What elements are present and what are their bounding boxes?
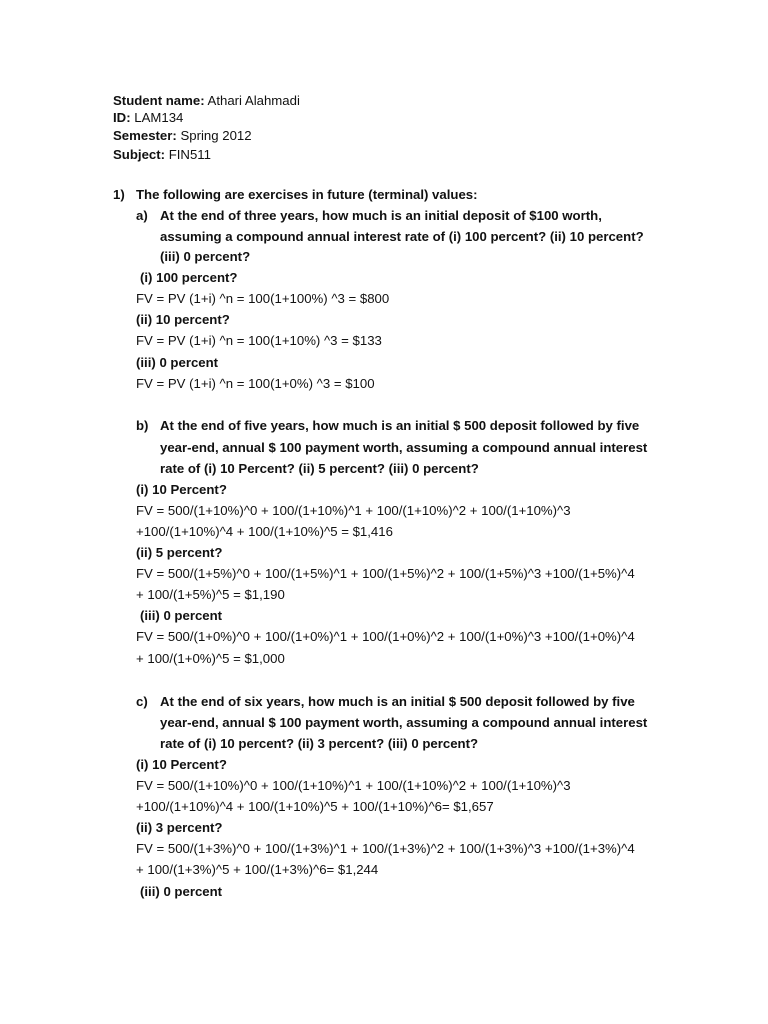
id-value: LAM134	[130, 110, 184, 125]
part-b-iii-formula-line2: + 100/(1+0%)^5 = $1,000	[136, 651, 285, 666]
semester-value: Spring 2012	[176, 128, 252, 143]
part-b-iii-label: (iii) 0 percent	[140, 608, 223, 623]
subject-line	[113, 146, 211, 164]
part-a-i-formula: FV = PV (1+i) ^n = 100(1+100%) ^3 = $800	[136, 291, 390, 306]
part-b-i-formula-line1: FV = 500/(1+10%)^0 + 100/(1+10%)^1 + 100/(1+10%)^2 + 100/(1+10%)^3	[136, 503, 571, 518]
part-b-question-line2: year-end, annual $ 100 payment worth, assuming a compound annual interest	[160, 440, 648, 455]
part-a-ii-formula: FV = PV (1+i) ^n = 100(1+10%) ^3 = $133	[136, 333, 382, 348]
part-b-i-label: (i) 10 Percent?	[136, 482, 227, 497]
part-a-i-label: (i) 100 percent?	[140, 270, 238, 285]
part-b-question-line3: rate of (i) 10 Percent? (ii) 5 percent? (iii) 0 percent?	[160, 461, 479, 476]
part-a-ii-label: (ii) 10 percent?	[136, 312, 230, 327]
part-b-ii-formula-line1: FV = 500/(1+5%)^0 + 100/(1+5%)^1 + 100/(1+5%)^2 + 100/(1+5%)^3 +100/(1+5%)^4	[136, 566, 635, 581]
student-name-line	[113, 92, 300, 110]
part-a-letter: a)	[136, 208, 148, 223]
part-c-ii-label: (ii) 3 percent?	[136, 820, 223, 835]
id-line	[113, 109, 183, 127]
question-number: 1)	[113, 187, 125, 202]
id-label: ID:	[113, 110, 131, 125]
student-name-value: Athari Alahmadi	[204, 93, 300, 108]
part-a-iii-label: (iii) 0 percent	[136, 355, 219, 370]
part-c-iii-label: (iii) 0 percent	[140, 884, 223, 899]
part-b-question-line1: At the end of five years, how much is an initial $ 500 deposit followed by five	[160, 418, 640, 433]
subject-value: FIN511	[165, 147, 211, 162]
part-b-iii-formula-line1: FV = 500/(1+0%)^0 + 100/(1+0%)^1 + 100/(1+0%)^2 + 100/(1+0%)^3 +100/(1+0%)^4	[136, 629, 635, 644]
part-c-question-line2: year-end, annual $ 100 payment worth, assuming a compound annual interest	[160, 715, 648, 730]
part-c-i-label: (i) 10 Percent?	[136, 757, 227, 772]
part-c-i-formula-line2: +100/(1+10%)^4 + 100/(1+10%)^5 + 100/(1+10%)^6= $1,657	[136, 799, 494, 814]
part-c-ii-formula-line1: FV = 500/(1+3%)^0 + 100/(1+3%)^1 + 100/(1+3%)^2 + 100/(1+3%)^3 +100/(1+3%)^4	[136, 841, 635, 856]
semester-label: Semester:	[113, 128, 177, 143]
part-a-question-line3: (iii) 0 percent?	[160, 249, 251, 264]
part-a-iii-formula: FV = PV (1+i) ^n = 100(1+0%) ^3 = $100	[136, 376, 375, 391]
part-a-question-line1: At the end of three years, how much is an initial deposit of $100 worth,	[160, 208, 602, 223]
student-name-label: Student name:	[113, 93, 205, 108]
part-b-i-formula-line2: +100/(1+10%)^4 + 100/(1+10%)^5 = $1,416	[136, 524, 393, 539]
semester-line	[113, 127, 252, 145]
part-c-ii-formula-line2: + 100/(1+3%)^5 + 100/(1+3%)^6= $1,244	[136, 862, 379, 877]
part-c-i-formula-line1: FV = 500/(1+10%)^0 + 100/(1+10%)^1 + 100/(1+10%)^2 + 100/(1+10%)^3	[136, 778, 571, 793]
part-b-ii-label: (ii) 5 percent?	[136, 545, 223, 560]
part-c-question-line1: At the end of six years, how much is an initial $ 500 deposit followed by five	[160, 694, 635, 709]
part-b-letter: b)	[136, 418, 149, 433]
question-title: The following are exercises in future (terminal) values:	[136, 187, 478, 202]
part-a-question-line2: assuming a compound annual interest rate of (i) 100 percent? (ii) 10 percent?	[160, 229, 644, 244]
part-c-question-line3: rate of (i) 10 percent? (ii) 3 percent? (iii) 0 percent?	[160, 736, 479, 751]
subject-label: Subject:	[113, 147, 166, 162]
part-c-letter: c)	[136, 694, 148, 709]
part-b-ii-formula-line2: + 100/(1+5%)^5 = $1,190	[136, 587, 285, 602]
